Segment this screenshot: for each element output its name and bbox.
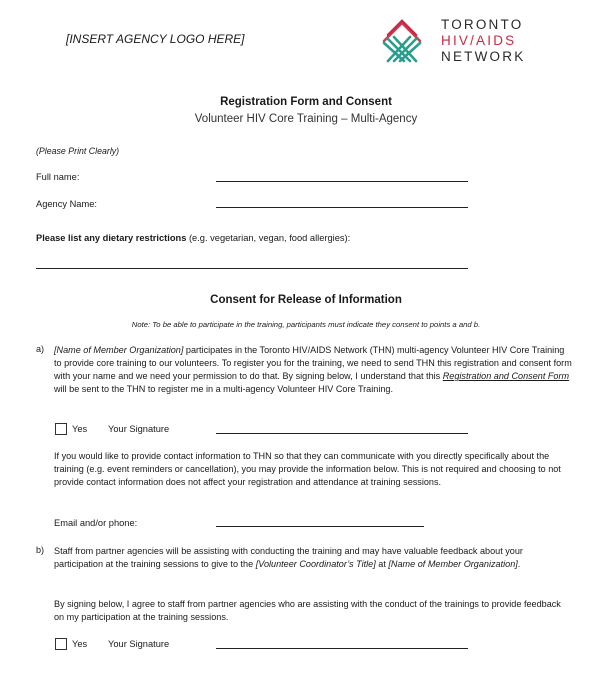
member-org-placeholder: [Name of Member Organization] (54, 345, 184, 355)
coordinator-title-placeholder: [Volunteer Coordinator’s Title] (255, 559, 376, 569)
email-phone-label: Email and/or phone: (54, 518, 138, 528)
consent-a-signature-label: Your Signature (108, 424, 170, 434)
point-a-text-2: will be sent to the THN to register me in a multi-agency Volunteer HIV Core Training. (54, 384, 393, 394)
consent-note: Note: To be able to participate in the training, participants must indicate they consent to points a and b. (131, 320, 481, 329)
agree-paragraph: By signing below, I agree to staff from partner agencies who are assisting with the conduct of the trainings to provide feedback on my participation at the training sessions. (54, 599, 561, 622)
full-name-field[interactable] (216, 181, 468, 182)
consent-b-signature-field[interactable] (216, 648, 468, 649)
point-b-paragraph (54, 545, 572, 571)
consent-b-signature-label: Your Signature (108, 639, 170, 649)
contact-info-paragraph: If you would like to provide contact information to THN so that they can communicate with you directly specifically about the training (e.g. event reminders or cancellation), you may provide the information below. This is not required and choosing to not provide contact information does not affect your registration and attendance at training sessions. (54, 451, 561, 487)
dietary-label-examples: (e.g. vegetarian, vegan, food allergies): (186, 233, 351, 243)
print-clearly-note: (Please Print Clearly) (36, 146, 120, 156)
thn-logo-text (441, 17, 525, 65)
logo-line-hivaids: HIV/AIDS (441, 33, 517, 48)
dietary-label-bold: Please list any dietary restrictions (36, 233, 187, 243)
dietary-label (36, 233, 350, 243)
point-a-paragraph (54, 344, 572, 396)
email-phone-field[interactable] (216, 526, 424, 527)
point-a-marker: a) (36, 344, 45, 354)
form-subtitle: Volunteer HIV Core Training – Multi-Agency (194, 113, 418, 125)
point-b-text-3: . (517, 559, 521, 569)
point-b-text-2: at (375, 559, 389, 569)
agency-name-label: Agency Name: (36, 199, 97, 209)
point-a-text-1: participates in the Toronto HIV/AIDS Network (THN) multi-agency Volunteer HIV Core Training to provide core training to our volunteers. To register you for the training, we need to send THN this registration and consent form with your name and we need your permission to do that. By signing below, I understand that this (54, 345, 572, 381)
logo-line-toronto: TORONTO (441, 17, 524, 32)
consent-b-yes-label: Yes (72, 639, 88, 649)
form-title: Registration Form and Consent (220, 96, 392, 108)
form-name-reference: Registration and Consent Form (442, 371, 570, 381)
point-b-text-1: Staff from partner agencies will be assisting with conducting the training and may have valuable feedback about your participation at the training sessions to give to the (54, 546, 523, 569)
member-org-placeholder-b: [Name of Member Organization] (388, 559, 518, 569)
logo-line-network: NETWORK (441, 49, 526, 64)
point-b-marker: b) (36, 545, 45, 555)
thn-logo-icon (380, 13, 424, 63)
agency-name-field[interactable] (216, 207, 468, 208)
dietary-field[interactable] (36, 268, 468, 269)
consent-a-yes-checkbox[interactable] (55, 423, 67, 435)
agency-logo-placeholder: [INSERT AGENCY LOGO HERE] (66, 32, 245, 46)
consent-a-yes-label: Yes (72, 424, 88, 434)
full-name-label: Full name: (36, 172, 80, 182)
consent-section-title: Consent for Release of Information (210, 294, 402, 306)
consent-b-yes-checkbox[interactable] (55, 638, 67, 650)
consent-a-signature-field[interactable] (216, 433, 468, 434)
